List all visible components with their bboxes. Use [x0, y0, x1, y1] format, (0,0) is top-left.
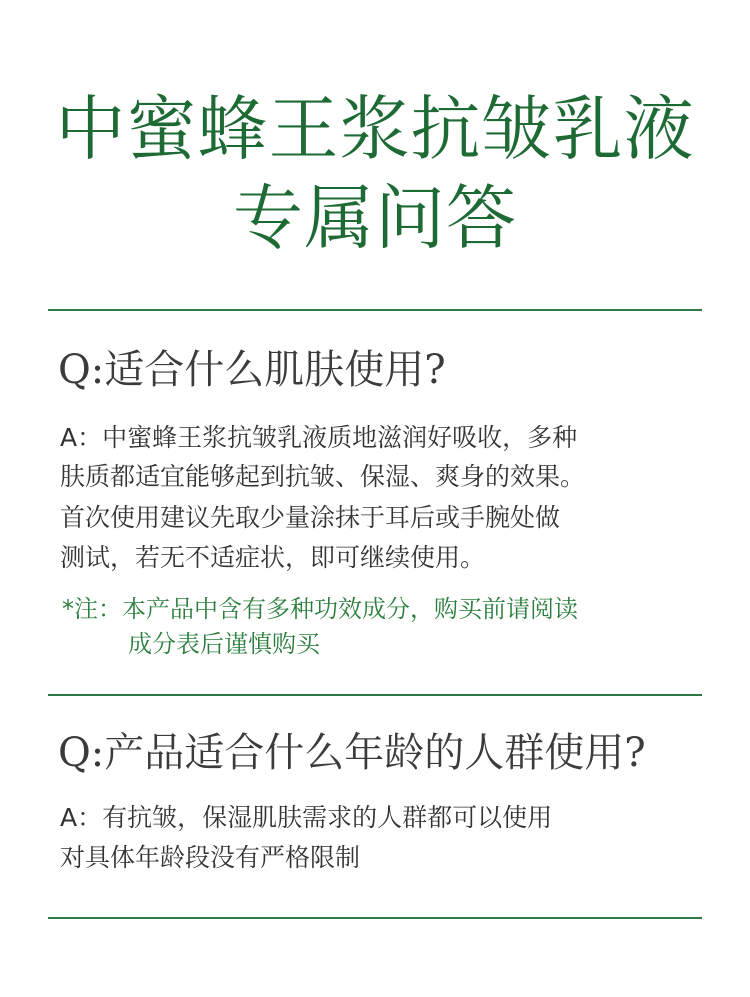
answer-line: 测试，若无不适症状，即可继续使用。 — [60, 543, 486, 572]
title-line-1: 中蜜蜂王浆抗皱乳液 — [55, 88, 695, 170]
faq-question: Q:产品适合什么年龄的人群使用? — [58, 730, 646, 776]
divider-bottom — [48, 917, 702, 919]
answer-line: A：中蜜蜂王浆抗皱乳液质地滋润好吸收，多种 — [60, 423, 578, 452]
divider-top — [48, 309, 702, 311]
note-line: 成分表后谨慎购买 — [128, 630, 320, 658]
answer-line: 对具体年龄段没有严格限制 — [60, 843, 361, 872]
answer-line: 肤质都适宜能够起到抗皱、保湿、爽身的效果。 — [60, 462, 586, 491]
title-line-2: 专属问答 — [233, 177, 517, 259]
answer-line: 首次使用建议先取少量涂抹于耳后或手腕处做 — [60, 503, 561, 532]
divider-middle — [48, 694, 702, 696]
note-line: *注：本产品中含有多种功效成分，购买前请阅读 — [62, 595, 578, 623]
faq-question: Q:适合什么肌肤使用? — [58, 347, 446, 393]
answer-line: A：有抗皱，保湿肌肤需求的人群都可以使用 — [60, 803, 553, 832]
